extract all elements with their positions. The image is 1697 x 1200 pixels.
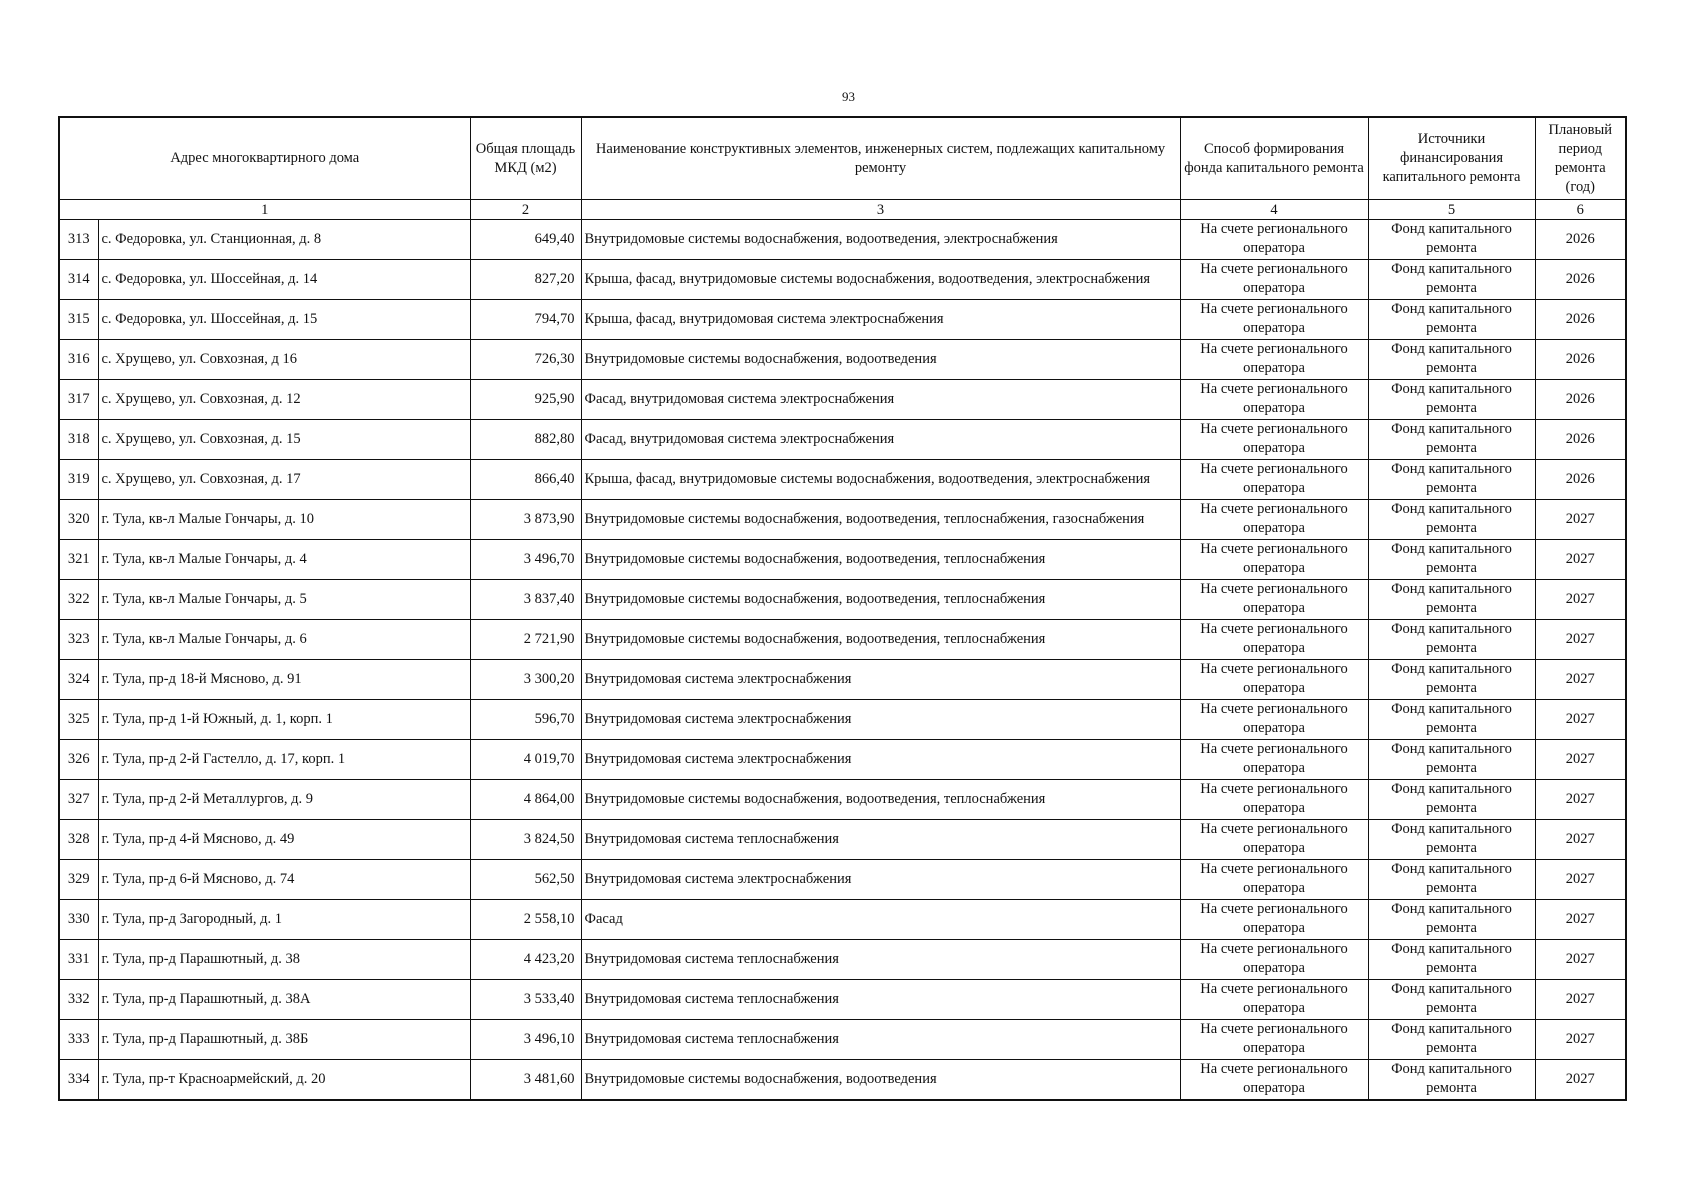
row-area: 3 533,40 <box>470 980 581 1020</box>
header-elements: Наименование конструктивных элементов, инженерных систем, подлежащих капитальному ремонту <box>581 117 1180 200</box>
row-year: 2027 <box>1535 780 1626 820</box>
row-address: г. Тула, пр-д Парашютный, д. 38 <box>98 940 470 980</box>
row-method: На счете регионального оператора <box>1180 900 1368 940</box>
row-address: г. Тула, пр-д 2-й Гастелло, д. 17, корп. 1 <box>98 740 470 780</box>
table-row <box>59 700 1626 740</box>
row-address: г. Тула, пр-д 18-й Мясново, д. 91 <box>98 660 470 700</box>
row-year: 2027 <box>1535 1020 1626 1060</box>
row-number: 316 <box>59 340 98 380</box>
row-area: 4 423,20 <box>470 940 581 980</box>
row-method: На счете регионального оператора <box>1180 860 1368 900</box>
row-area: 562,50 <box>470 860 581 900</box>
row-address: с. Хрущево, ул. Совхозная, д. 17 <box>98 460 470 500</box>
row-method: На счете регионального оператора <box>1180 980 1368 1020</box>
row-method: На счете регионального оператора <box>1180 740 1368 780</box>
row-year: 2026 <box>1535 300 1626 340</box>
row-source: Фонд капитального ремонта <box>1368 940 1535 980</box>
table-row <box>59 940 1626 980</box>
row-address: г. Тула, кв-л Малые Гончары, д. 4 <box>98 540 470 580</box>
row-elements: Внутридомовая система электроснабжения <box>581 660 1180 700</box>
row-method: На счете регионального оператора <box>1180 340 1368 380</box>
column-number-row <box>59 200 1626 220</box>
row-number: 328 <box>59 820 98 860</box>
row-method: На счете регионального оператора <box>1180 820 1368 860</box>
row-method: На счете регионального оператора <box>1180 540 1368 580</box>
row-address: г. Тула, пр-д 4-й Мясново, д. 49 <box>98 820 470 860</box>
row-address: г. Тула, кв-л Малые Гончары, д. 5 <box>98 580 470 620</box>
row-elements: Фасад, внутридомовая система электроснабжения <box>581 380 1180 420</box>
table-row <box>59 540 1626 580</box>
row-method: На счете регионального оператора <box>1180 700 1368 740</box>
row-number: 324 <box>59 660 98 700</box>
row-year: 2026 <box>1535 220 1626 260</box>
row-elements: Фасад, внутридомовая система электроснабжения <box>581 420 1180 460</box>
column-number: 2 <box>470 200 581 220</box>
row-address: г. Тула, пр-д Парашютный, д. 38Б <box>98 1020 470 1060</box>
row-year: 2027 <box>1535 660 1626 700</box>
row-source: Фонд капитального ремонта <box>1368 340 1535 380</box>
row-source: Фонд капитального ремонта <box>1368 580 1535 620</box>
row-address: г. Тула, пр-д Парашютный, д. 38А <box>98 980 470 1020</box>
row-address: г. Тула, пр-т Красноармейский, д. 20 <box>98 1060 470 1100</box>
column-number: 1 <box>59 200 470 220</box>
row-year: 2026 <box>1535 460 1626 500</box>
row-number: 315 <box>59 300 98 340</box>
row-elements: Внутридомовая система теплоснабжения <box>581 940 1180 980</box>
row-elements: Крыша, фасад, внутридомовые системы водоснабжения, водоотведения, электроснабжения <box>581 460 1180 500</box>
row-number: 314 <box>59 260 98 300</box>
row-method: На счете регионального оператора <box>1180 660 1368 700</box>
row-address: г. Тула, пр-д 6-й Мясново, д. 74 <box>98 860 470 900</box>
row-number: 325 <box>59 700 98 740</box>
header-source: Источники финансирования капитального ремонта <box>1368 117 1535 200</box>
row-source: Фонд капитального ремонта <box>1368 620 1535 660</box>
row-number: 321 <box>59 540 98 580</box>
capital-repair-table <box>58 116 1627 1101</box>
row-source: Фонд капитального ремонта <box>1368 980 1535 1020</box>
row-year: 2027 <box>1535 860 1626 900</box>
row-area: 4 864,00 <box>470 780 581 820</box>
row-method: На счете регионального оператора <box>1180 420 1368 460</box>
table-row <box>59 1020 1626 1060</box>
table-row <box>59 300 1626 340</box>
table-row <box>59 260 1626 300</box>
row-area: 827,20 <box>470 260 581 300</box>
row-number: 330 <box>59 900 98 940</box>
row-area: 3 300,20 <box>470 660 581 700</box>
row-source: Фонд капитального ремонта <box>1368 300 1535 340</box>
row-number: 318 <box>59 420 98 460</box>
table-row <box>59 500 1626 540</box>
table-row <box>59 340 1626 380</box>
row-elements: Внутридомовая система теплоснабжения <box>581 980 1180 1020</box>
row-source: Фонд капитального ремонта <box>1368 260 1535 300</box>
row-elements: Крыша, фасад, внутридомовая система электроснабжения <box>581 300 1180 340</box>
row-area: 3 496,10 <box>470 1020 581 1060</box>
row-year: 2026 <box>1535 340 1626 380</box>
row-source: Фонд капитального ремонта <box>1368 540 1535 580</box>
header-period: Плановый период ремонта (год) <box>1535 117 1626 200</box>
header-area: Общая площадь МКД (м2) <box>470 117 581 200</box>
table-row <box>59 460 1626 500</box>
row-area: 596,70 <box>470 700 581 740</box>
row-number: 317 <box>59 380 98 420</box>
row-number: 323 <box>59 620 98 660</box>
row-area: 3 837,40 <box>470 580 581 620</box>
row-number: 333 <box>59 1020 98 1060</box>
table-row <box>59 620 1626 660</box>
row-source: Фонд капитального ремонта <box>1368 220 1535 260</box>
row-elements: Внутридомовая система электроснабжения <box>581 700 1180 740</box>
row-number: 334 <box>59 1060 98 1100</box>
row-address: г. Тула, кв-л Малые Гончары, д. 10 <box>98 500 470 540</box>
row-method: На счете регионального оператора <box>1180 220 1368 260</box>
row-elements: Внутридомовая система электроснабжения <box>581 860 1180 900</box>
row-method: На счете регионального оператора <box>1180 940 1368 980</box>
row-elements: Внутридомовые системы водоснабжения, водоотведения <box>581 340 1180 380</box>
table-body <box>59 220 1626 1100</box>
row-year: 2027 <box>1535 580 1626 620</box>
row-area: 649,40 <box>470 220 581 260</box>
column-number: 3 <box>581 200 1180 220</box>
row-elements: Внутридомовые системы водоснабжения, водоотведения, теплоснабжения <box>581 540 1180 580</box>
table-row <box>59 900 1626 940</box>
row-method: На счете регионального оператора <box>1180 500 1368 540</box>
table-row <box>59 420 1626 460</box>
table-row <box>59 980 1626 1020</box>
row-area: 866,40 <box>470 460 581 500</box>
table-row <box>59 820 1626 860</box>
row-number: 319 <box>59 460 98 500</box>
row-address: с. Хрущево, ул. Совхозная, д. 15 <box>98 420 470 460</box>
row-source: Фонд капитального ремонта <box>1368 380 1535 420</box>
row-year: 2026 <box>1535 380 1626 420</box>
row-source: Фонд капитального ремонта <box>1368 820 1535 860</box>
row-year: 2026 <box>1535 420 1626 460</box>
row-method: На счете регионального оператора <box>1180 780 1368 820</box>
table-row <box>59 660 1626 700</box>
row-source: Фонд капитального ремонта <box>1368 660 1535 700</box>
row-method: На счете регионального оператора <box>1180 460 1368 500</box>
row-source: Фонд капитального ремонта <box>1368 420 1535 460</box>
row-method: На счете регионального оператора <box>1180 1060 1368 1100</box>
row-method: На счете регионального оператора <box>1180 580 1368 620</box>
row-year: 2026 <box>1535 260 1626 300</box>
row-area: 3 824,50 <box>470 820 581 860</box>
row-source: Фонд капитального ремонта <box>1368 860 1535 900</box>
row-area: 3 873,90 <box>470 500 581 540</box>
row-year: 2027 <box>1535 1060 1626 1100</box>
row-source: Фонд капитального ремонта <box>1368 1020 1535 1060</box>
row-elements: Фасад <box>581 900 1180 940</box>
row-area: 4 019,70 <box>470 740 581 780</box>
row-number: 332 <box>59 980 98 1020</box>
row-source: Фонд капитального ремонта <box>1368 1060 1535 1100</box>
row-year: 2027 <box>1535 740 1626 780</box>
column-number: 5 <box>1368 200 1535 220</box>
row-address: с. Федоровка, ул. Станционная, д. 8 <box>98 220 470 260</box>
row-address: г. Тула, пр-д 1-й Южный, д. 1, корп. 1 <box>98 700 470 740</box>
row-area: 2 721,90 <box>470 620 581 660</box>
table-row <box>59 580 1626 620</box>
row-elements: Внутридомовые системы водоснабжения, водоотведения, теплоснабжения <box>581 580 1180 620</box>
row-elements: Внутридомовые системы водоснабжения, водоотведения, электроснабжения <box>581 220 1180 260</box>
column-number: 6 <box>1535 200 1626 220</box>
row-elements: Внутридомовая система электроснабжения <box>581 740 1180 780</box>
row-year: 2027 <box>1535 620 1626 660</box>
table-row <box>59 740 1626 780</box>
header-method: Способ формирования фонда капитального ремонта <box>1180 117 1368 200</box>
row-elements: Внутридомовая система теплоснабжения <box>581 820 1180 860</box>
row-method: На счете регионального оператора <box>1180 300 1368 340</box>
row-year: 2027 <box>1535 540 1626 580</box>
row-area: 882,80 <box>470 420 581 460</box>
row-address: с. Хрущево, ул. Совхозная, д 16 <box>98 340 470 380</box>
column-number: 4 <box>1180 200 1368 220</box>
row-elements: Внутридомовая система теплоснабжения <box>581 1020 1180 1060</box>
row-elements: Крыша, фасад, внутридомовые системы водоснабжения, водоотведения, электроснабжения <box>581 260 1180 300</box>
row-number: 326 <box>59 740 98 780</box>
row-elements: Внутридомовые системы водоснабжения, водоотведения, теплоснабжения, газоснабжения <box>581 500 1180 540</box>
row-address: г. Тула, пр-д 2-й Металлургов, д. 9 <box>98 780 470 820</box>
row-area: 3 481,60 <box>470 1060 581 1100</box>
row-address: с. Хрущево, ул. Совхозная, д. 12 <box>98 380 470 420</box>
row-area: 726,30 <box>470 340 581 380</box>
row-source: Фонд капитального ремонта <box>1368 740 1535 780</box>
row-address: с. Федоровка, ул. Шоссейная, д. 15 <box>98 300 470 340</box>
row-year: 2027 <box>1535 700 1626 740</box>
row-area: 925,90 <box>470 380 581 420</box>
page-number: 93 <box>842 89 855 104</box>
row-year: 2027 <box>1535 940 1626 980</box>
row-method: На счете регионального оператора <box>1180 1020 1368 1060</box>
row-year: 2027 <box>1535 900 1626 940</box>
row-method: На счете регионального оператора <box>1180 260 1368 300</box>
row-elements: Внутридомовые системы водоснабжения, водоотведения <box>581 1060 1180 1100</box>
row-number: 331 <box>59 940 98 980</box>
row-source: Фонд капитального ремонта <box>1368 780 1535 820</box>
row-number: 322 <box>59 580 98 620</box>
row-area: 794,70 <box>470 300 581 340</box>
row-source: Фонд капитального ремонта <box>1368 460 1535 500</box>
row-address: г. Тула, пр-д Загородный, д. 1 <box>98 900 470 940</box>
row-source: Фонд капитального ремонта <box>1368 900 1535 940</box>
row-address: с. Федоровка, ул. Шоссейная, д. 14 <box>98 260 470 300</box>
row-address: г. Тула, кв-л Малые Гончары, д. 6 <box>98 620 470 660</box>
row-number: 327 <box>59 780 98 820</box>
row-elements: Внутридомовые системы водоснабжения, водоотведения, теплоснабжения <box>581 780 1180 820</box>
row-year: 2027 <box>1535 500 1626 540</box>
row-year: 2027 <box>1535 820 1626 860</box>
row-source: Фонд капитального ремонта <box>1368 700 1535 740</box>
row-number: 320 <box>59 500 98 540</box>
row-elements: Внутридомовые системы водоснабжения, водоотведения, теплоснабжения <box>581 620 1180 660</box>
row-method: На счете регионального оператора <box>1180 620 1368 660</box>
header-address: Адрес многоквартирного дома <box>59 117 470 200</box>
row-method: На счете регионального оператора <box>1180 380 1368 420</box>
header-row <box>59 117 1626 200</box>
table-row <box>59 860 1626 900</box>
row-source: Фонд капитального ремонта <box>1368 500 1535 540</box>
row-year: 2027 <box>1535 980 1626 1020</box>
row-number: 313 <box>59 220 98 260</box>
row-area: 3 496,70 <box>470 540 581 580</box>
table-row <box>59 1060 1626 1100</box>
table-row <box>59 220 1626 260</box>
row-number: 329 <box>59 860 98 900</box>
row-area: 2 558,10 <box>470 900 581 940</box>
table-row <box>59 780 1626 820</box>
table-row <box>59 380 1626 420</box>
